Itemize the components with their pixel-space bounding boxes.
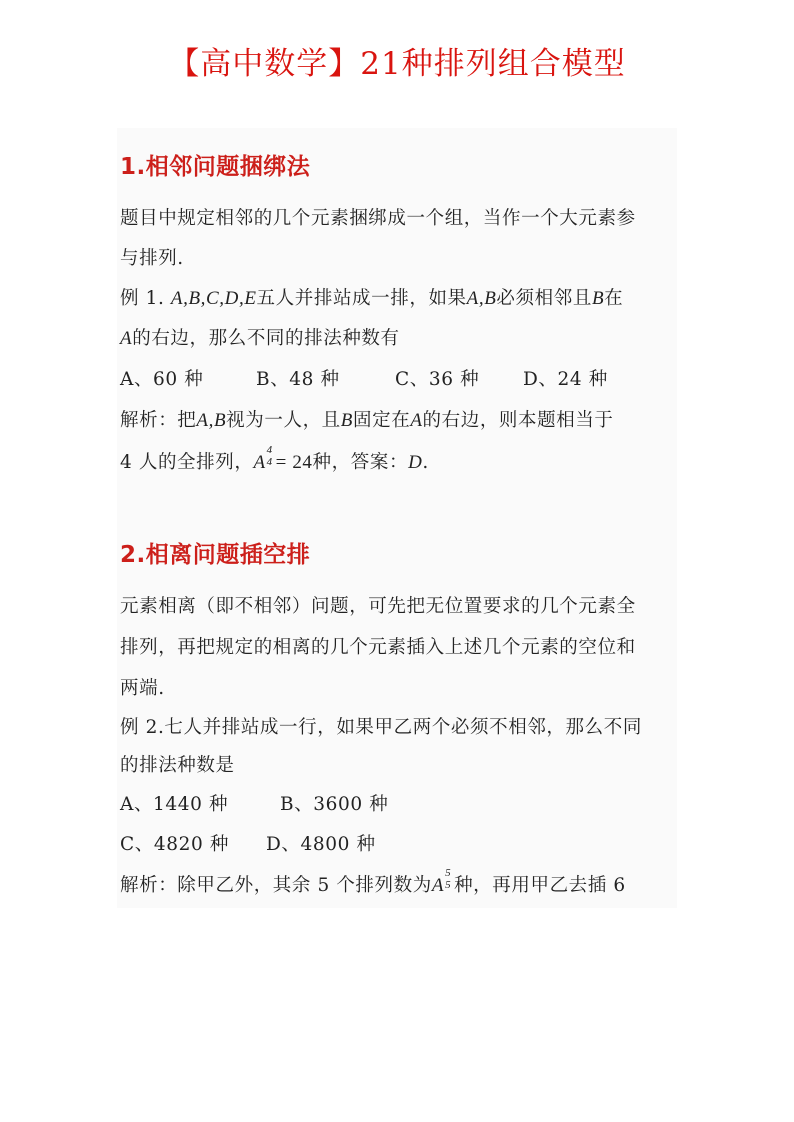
section-1-intro-line-2: 与排列. <box>120 248 184 269</box>
option-d-2: D、4800 种 <box>266 834 376 855</box>
section-2-intro-line-2: 排列，再把规定的相离的几个元素插入上述几个元素的空位和 <box>120 637 636 658</box>
section-2-intro-line-3: 两端. <box>120 678 165 699</box>
solution-1-text-b: 固定在 <box>353 410 411 431</box>
example-2-line-1: 例 2.七人并排站成一行，如果甲乙两个必须不相邻，那么不同 <box>120 717 642 738</box>
section-2-intro-line-1: 元素相离（即不相邻）问题，可先把无位置要求的几个元素全 <box>120 596 636 617</box>
perm-indices-2 <box>444 867 454 892</box>
example-2-line-2: 的排法种数是 <box>120 755 235 776</box>
solution-1-line-1 <box>120 406 614 432</box>
solution-1-answer: D <box>408 452 423 473</box>
document-title: 【高中数学】21种排列组合模型 <box>168 46 626 82</box>
section-2-heading: 2.相离问题插空排 <box>120 542 311 568</box>
solution-2-line-1 <box>120 867 626 897</box>
example-2-options-row-1 <box>120 790 388 816</box>
perm-sub: 4 <box>266 455 273 468</box>
perm-equation: = 24 <box>275 452 313 473</box>
solution-1-l2-pre: 4 人的全排列， <box>120 452 254 473</box>
solution-1-period: . <box>422 452 429 473</box>
option-b: B、48 种 <box>256 369 340 390</box>
example-1-ab: A,B <box>466 288 497 309</box>
perm-indices <box>266 444 276 469</box>
solution-2-post: 种，再用甲乙去插 6 <box>454 875 626 896</box>
solution-1-text-c: 的右边，则本题相当于 <box>422 410 614 431</box>
example-1-line-1 <box>120 284 623 310</box>
option-c-2: C、4820 种 <box>120 834 229 855</box>
option-a-2: A、1440 种 <box>120 794 229 815</box>
solution-2-pre: 解析：除甲乙外，其余 5 个排列数为 <box>120 875 432 896</box>
example-1-a: A <box>120 328 133 349</box>
option-a: A、60 种 <box>120 369 204 390</box>
solution-1-ab: A,B <box>196 410 227 431</box>
example-1-line-2 <box>120 324 400 350</box>
perm-sup: 4 <box>266 444 273 456</box>
example-2-options-row-2 <box>120 830 376 856</box>
option-b-2: B、3600 种 <box>280 794 389 815</box>
solution-1-prefix: 解析：把 <box>120 410 197 431</box>
perm-symbol: A <box>253 452 266 473</box>
option-d: D、24 种 <box>523 369 608 390</box>
example-1-text-a: 五人并排站成一排，如果 <box>256 288 467 309</box>
section-1-heading: 1.相邻问题捆绑法 <box>120 154 311 180</box>
solution-1-b: B <box>340 410 353 431</box>
option-c: C、36 种 <box>395 369 480 390</box>
example-1-b: B <box>591 288 605 309</box>
section-1-intro-line-1: 题目中规定相邻的几个元素捆绑成一个组，当作一个大元素参 <box>120 208 636 229</box>
solution-1-line-2 <box>120 444 429 474</box>
solution-1-a: A <box>410 410 423 431</box>
solution-1-text-a: 视为一人，且 <box>226 410 341 431</box>
solution-1-l2-post: 种，答案： <box>312 452 409 473</box>
perm-symbol-2: A <box>431 875 445 896</box>
example-1-options <box>120 365 608 391</box>
example-1-text-b: 必须相邻且 <box>496 288 592 309</box>
perm-sup-2: 5 <box>445 867 452 879</box>
example-1-text-c: 在 <box>604 288 624 309</box>
example-1-prefix: 例 1. <box>120 288 171 309</box>
example-1-vars: A,B,C,D,E <box>170 288 257 309</box>
perm-sub-2: 5 <box>445 878 452 891</box>
example-1-question: 的右边，那么不同的排法种数有 <box>132 328 400 349</box>
